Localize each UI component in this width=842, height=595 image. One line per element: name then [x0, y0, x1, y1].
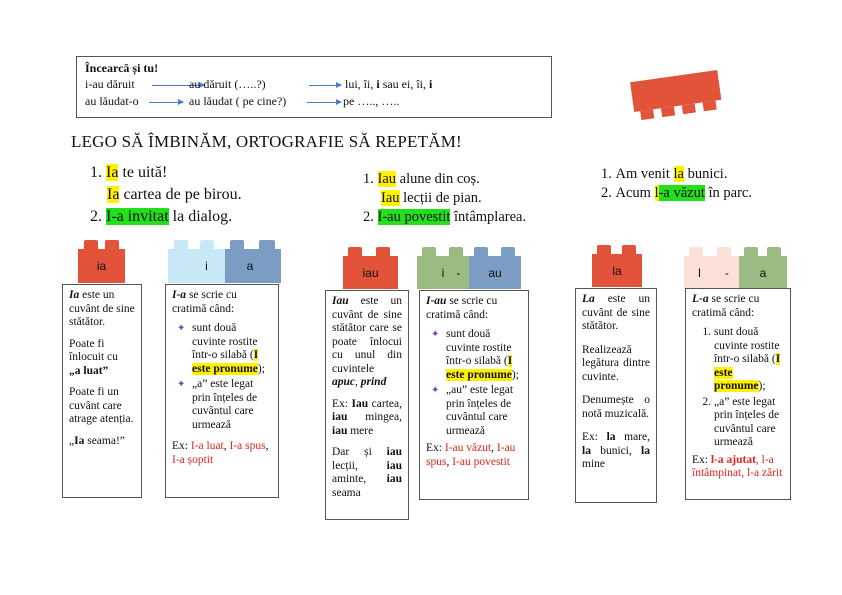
exercise-row2-answer: pe ….., …..: [343, 94, 400, 108]
card-i-a: I-a se scrie cu cratimă când: ✦ sunt două cuvinte rostite într-o silabă (I este pronume); ✦ „a” este legat prin înțeles de cuvântul care urmează Ex: I-a luat, I-a spus, I-a șoptit: [165, 284, 279, 498]
exercise-box: [76, 56, 552, 118]
brick-la: [592, 254, 642, 287]
brick-a2-label: a: [759, 265, 767, 280]
example-1-1: 1. Ia te uită!: [90, 164, 168, 181]
arrow-icon: [309, 85, 341, 86]
example-2-3: 2. I-au povestit întâmplarea.: [363, 209, 527, 225]
example-1-3: 2. I-a invitat la dialog.: [90, 208, 233, 225]
brick-dash: -: [456, 265, 461, 280]
card-ia: Ia este un cuvânt de sine stătător. Poate fi înlocuit cu „a luat” Poate fi un cuvânt care atrage atenția. „Ia seama!”: [62, 284, 142, 498]
card-la: La este un cuvânt de sine stătător. Realizează legătura dintre cuvinte. Denumește o notă muzicală. Ex: la mare, la bunici, la mine: [575, 288, 657, 503]
card-i-au: I-au se scrie cu cratimă când: ✦ sunt două cuvinte rostite într-o silabă (I este pronume); ✦ „au” este legat prin înțeles de cuvântul care urmează Ex: I-au văzut, I-au spus, I-au povestit: [419, 290, 529, 500]
example-3-1: 1. Am venit la bunici.: [601, 166, 728, 182]
brick-iau: [343, 256, 398, 289]
example-3-2: 2. Acum l-a văzut în parc.: [601, 185, 752, 201]
brick-i2: [417, 256, 469, 289]
brick-ia: [78, 249, 125, 283]
brick-la-label: la: [612, 263, 622, 278]
brick-dash: -: [724, 265, 729, 280]
example-2-2: Iau lecții de pian.: [381, 190, 482, 206]
exercise-row1-answer: lui, îi, i sau ei, îi, i: [345, 77, 433, 91]
exercise-row1-question: au dăruit (…..?): [189, 77, 266, 91]
brick-l-label: l: [698, 265, 701, 280]
brick-au: [469, 256, 521, 289]
list-item: 1. sunt două cuvinte rostite într-o silabă (I este pronume);: [714, 326, 784, 394]
exercise-row2-question: au lăudat ( pe cine?): [189, 94, 287, 108]
brick-a: [225, 249, 281, 283]
list-item: ✦ sunt două cuvinte rostite într-o silabă (I este pronume);: [446, 328, 522, 382]
list-item: ✦ „a” este legat prin înțeles de cuvântul care urmează: [192, 378, 272, 432]
brick-iau-label: iau: [362, 265, 379, 280]
brick-a-label: a: [246, 259, 254, 273]
example-1-2: Ia cartea de pe birou.: [107, 186, 242, 203]
brick-a2: [739, 256, 787, 289]
page-title: LEGO SĂ ÎMBINĂM, ORTOGRAFIE SĂ REPETĂM!: [71, 132, 462, 151]
list-item: ✦ „au” este legat prin înțeles de cuvântul care urmează: [446, 384, 522, 438]
arrow-icon: [149, 102, 183, 103]
brick-au-label: au: [488, 265, 502, 280]
list-item: 2. „a” este legat prin înțeles de cuvântul care urmează: [714, 396, 784, 450]
arrow-icon: [307, 102, 341, 103]
card-l-a: L-a se scrie cu cratimă când: 1. sunt două cuvinte rostite într-o silabă (I este pronume); 2. „a” este legat prin înțeles de cuvântul care urmează Ex: l-a ajutat, l-a întâmpinat, l-a zărit: [685, 288, 791, 500]
list-item: ✦ sunt două cuvinte rostite într-o silabă (I este pronume);: [192, 322, 272, 376]
brick-ia-label: ia: [96, 259, 107, 273]
brick-l: [684, 256, 739, 289]
brick-i-label: i: [205, 259, 208, 273]
brick-i: [168, 249, 225, 283]
exercise-row2-source: au lăudat-o: [85, 94, 139, 108]
brick-i2-label: i: [441, 265, 445, 280]
example-2-1: 1. Iau alune din coș.: [363, 171, 480, 187]
exercise-row1-source: i-au dăruit: [85, 77, 135, 91]
card-iau: Iau este un cuvânt de sine stătător care se poate înlocui cu unul din cuvintele apuc, prind Ex: Iau cartea, iau mingea, iau mere Dar și iau lecții, iau aminte, iau seama: [325, 290, 409, 520]
exercise-title: Încearcă și tu!: [85, 61, 159, 75]
lego-brick-icon: [628, 62, 724, 124]
